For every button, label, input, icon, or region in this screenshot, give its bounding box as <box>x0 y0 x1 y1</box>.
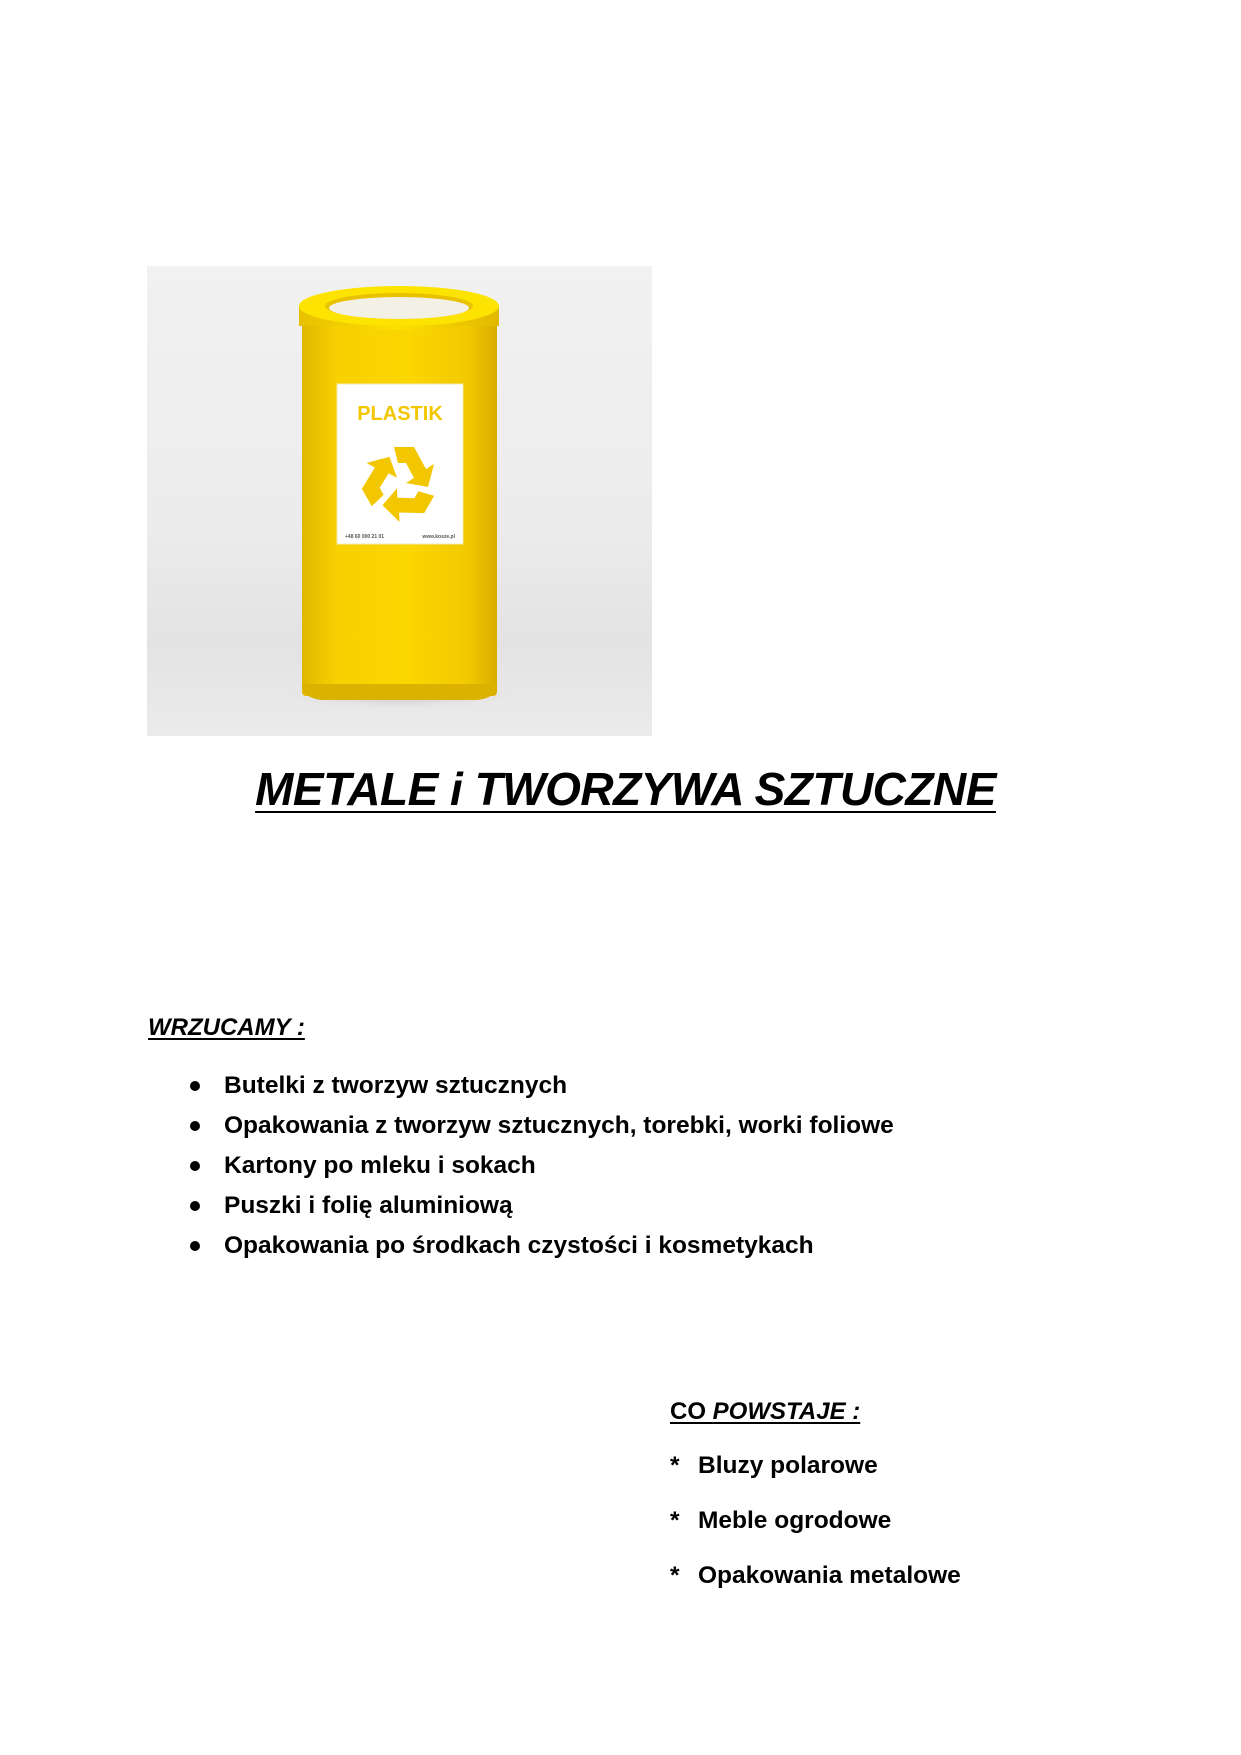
products-heading: CO POWSTAJE : <box>670 1398 861 1425</box>
list-item: Kartony po mleku i sokach <box>188 1146 894 1186</box>
list-item: * Bluzy polarowe <box>670 1446 961 1501</box>
accepted-list <box>188 1066 894 1266</box>
accepted-heading: WRZUCAMY : <box>148 1014 305 1041</box>
label-web: www.kosze.pl <box>422 534 455 540</box>
bullet-icon <box>190 1201 200 1211</box>
list-item: Puszki i folię aluminiową <box>188 1186 894 1226</box>
list-item: Butelki z tworzyw sztucznych <box>188 1066 894 1106</box>
products-list <box>670 1446 961 1611</box>
label-text: PLASTIK <box>357 403 443 425</box>
label-phone: +48 60 000 21 01 <box>345 534 385 540</box>
bullet-icon <box>190 1161 200 1171</box>
asterisk-marker: * <box>670 1507 680 1534</box>
list-item: Opakowania po środkach czystości i kosmetykach <box>188 1226 894 1266</box>
recycling-bin-photo <box>147 266 652 736</box>
asterisk-marker: * <box>670 1562 680 1589</box>
list-item: * Opakowania metalowe <box>670 1556 961 1611</box>
asterisk-marker: * <box>670 1452 680 1479</box>
page-title: METALE i TWORZYWA SZTUCZNE <box>255 763 996 815</box>
list-item: * Meble ogrodowe <box>670 1501 961 1556</box>
list-item: Opakowania z tworzyw sztucznych, torebki, worki foliowe <box>188 1106 894 1146</box>
bullet-icon <box>190 1241 200 1251</box>
bullet-icon <box>190 1081 200 1091</box>
bullet-icon <box>190 1121 200 1131</box>
